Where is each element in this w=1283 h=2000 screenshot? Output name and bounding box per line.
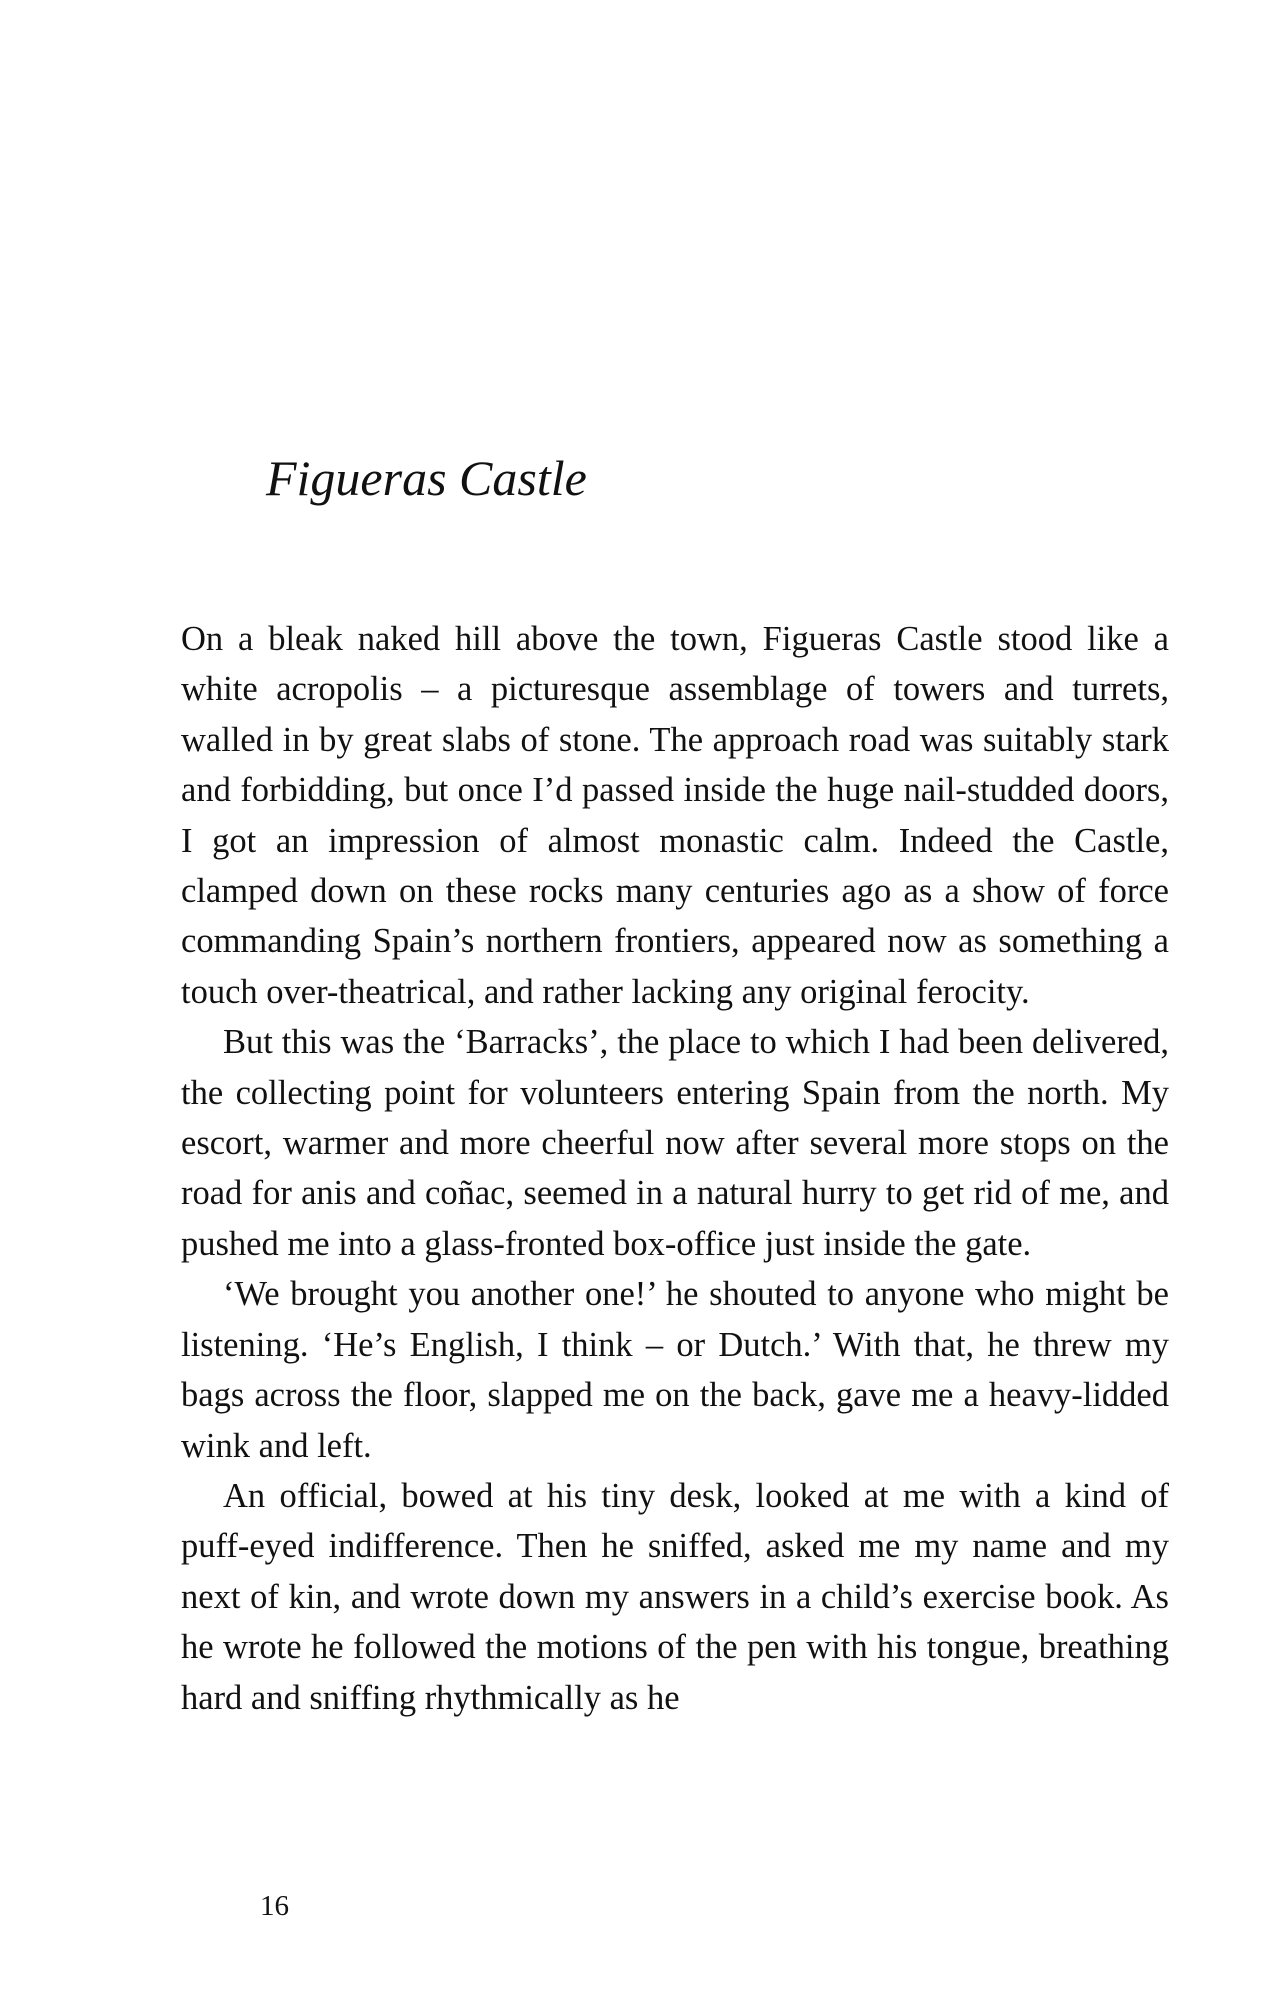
chapter-title: Figueras Castle bbox=[266, 450, 587, 506]
paragraph: ‘We brought you another one!’ he shouted to anyone who might be listening. ‘He’s English, I think – or Dutch.’ With that, he threw my bags across the floor, slapped me on the back, gave me a heavy-lidded wink and left. bbox=[181, 1275, 1169, 1465]
paragraph: On a bleak naked hill above the town, Figueras Castle stood like a white acropolis – a picturesque assemblage of towers and turrets, walled in by great slabs of stone. The approach road was suitably stark and forbidding, but once I’d passed inside the huge nail-studded doors, I got an impression of almost monastic calm. Indeed the Castle, clamped down on these rocks many centuries ago as a show of force commanding Spain’s northern frontiers, appeared now as something a touch over-theatrical, and rather lacking any original ferocity. bbox=[181, 620, 1169, 1011]
paragraph: An official, bowed at his tiny desk, looked at me with a kind of puff-eyed indifference. Then he sniffed, asked me my name and my next of kin, and wrote down my answers in a child’s exercise book. As he wrote he followed the motions of the pen with his tongue, breathing hard and sniffing rhythmically as he bbox=[181, 1476, 1169, 1717]
paragraph: But this was the ‘Barracks’, the place to which I had been delivered, the collecting point for volunteers entering Spain from the north. My escort, warmer and more cheerful now after several more stops on the road for anis and coñac, seemed in a natural hurry to get rid of me, and pushed me into a glass-fronted box-office just inside the gate. bbox=[181, 1023, 1169, 1263]
page-number: 16 bbox=[260, 1890, 289, 1922]
body-text bbox=[181, 614, 1169, 1723]
